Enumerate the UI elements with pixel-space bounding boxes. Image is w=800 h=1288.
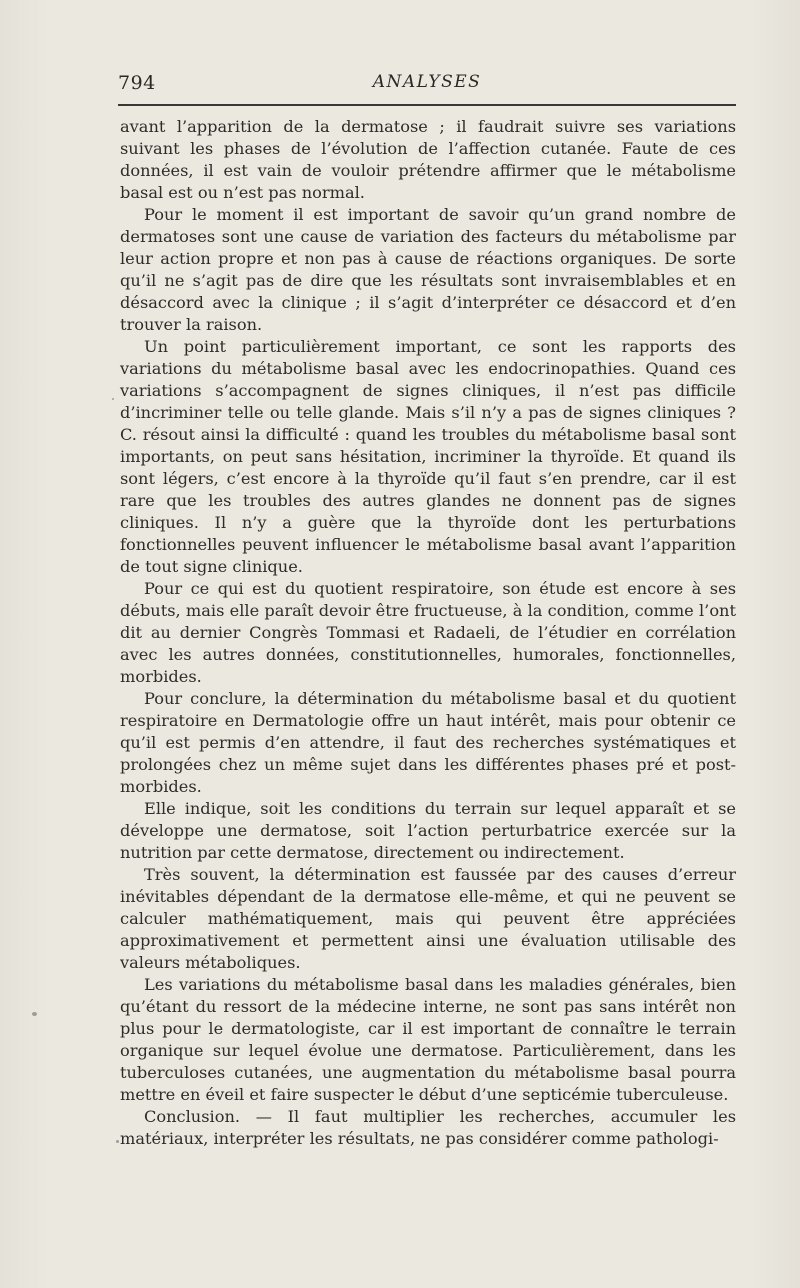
- page-number: 794: [118, 72, 156, 94]
- paragraph: Pour le moment il est important de savoir qu’un grand nombre de dermatoses sont une cause de variation des facteurs du métabolisme par leur action propre et non pas à cause de réactions organiques. De sorte qu’il ne s’agit pas de dire que les résultats sont invraisemblables et en désaccord avec la clinique ; il s’agit d’interpréter ce désaccord et d’en trouver la raison.: [120, 205, 736, 334]
- running-title: ANALYSES: [372, 72, 482, 92]
- paragraph: Un point particulièrement important, ce sont les rapports des variations du métabolisme basal avec les endocrinopathies. Quand ces variations s’accompagnent de signes cliniques, il n’est pas difficile d’incriminer telle ou telle glande. Mais s’il n’y a pas de signes cliniques ? C. résout ainsi la difficulté : quand les troubles du métabolisme basal sont importants, on peut sans hésitation, incriminer la thyroïde. Et quand ils sont légers, c’est encore à la thyroïde qu’il faut s’en prendre, car il est rare que les troubles des autres glandes ne donnent pas de signes cliniques. Il n’y a guère que la thyroïde dont les perturbations fonctionnelles peuvent influencer le métabolisme basal avant l’apparition de tout signe clinique.: [120, 337, 736, 576]
- running-header: [118, 72, 736, 98]
- paragraph: Très souvent, la détermination est faussée par des causes d’erreur inévitables dépendant de la dermatose elle-même, et qui ne peuvent se calculer mathématiquement, mais qui peuvent être appréciées approximativement et permettent ainsi une évaluation utilisable des valeurs métaboliques.: [120, 865, 736, 972]
- paragraph: avant l’apparition de la dermatose ; il faudrait suivre ses variations suivant les phases de l’évolution de l’affection cutanée. Faute de ces données, il est vain de vouloir prétendre affirmer que le métabolisme basal est ou n’est pas normal.: [120, 117, 736, 202]
- ink-speck: [116, 1140, 119, 1143]
- header-rule: [118, 104, 736, 106]
- paragraph: Pour conclure, la détermination du métabolisme basal et du quotient respiratoire en Dermatologie offre un haut intérêt, mais pour obtenir ce qu’il est permis d’en attendre, il faut des recherches systématiques et prolongées chez un même sujet dans les différentes phases pré et post-morbides.: [120, 689, 736, 796]
- ink-speck: [112, 398, 114, 400]
- article-body: [120, 116, 736, 1150]
- ink-speck: [32, 1012, 37, 1016]
- paragraph: Elle indique, soit les conditions du terrain sur lequel apparaît et se développe une dermatose, soit l’action perturbatrice exercée sur la nutrition par cette dermatose, directement ou indirectement.: [120, 799, 736, 862]
- paragraph: Pour ce qui est du quotient respiratoire, son étude est encore à ses débuts, mais elle paraît devoir être fructueuse, à la condition, comme l’ont dit au dernier Congrès Tommasi et Radaeli, de l’étudier en corrélation avec les autres données, constitutionnelles, humorales, fonctionnelles, morbides.: [120, 579, 736, 686]
- paragraph: Les variations du métabolisme basal dans les maladies générales, bien qu’étant du ressort de la médecine interne, ne sont pas sans intérêt non plus pour le dermatologiste, car il est important de connaître le terrain organique sur lequel évolue une dermatose. Particulièrement, dans les tuberculoses cutanées, une augmentation du métabolisme basal pourra mettre en éveil et faire suspecter le début d’une septicémie tuberculeuse.: [120, 975, 736, 1104]
- paragraph: Conclusion. — Il faut multiplier les recherches, accumuler les matériaux, interpréter les résultats, ne pas considérer comme pathologi-: [120, 1107, 736, 1148]
